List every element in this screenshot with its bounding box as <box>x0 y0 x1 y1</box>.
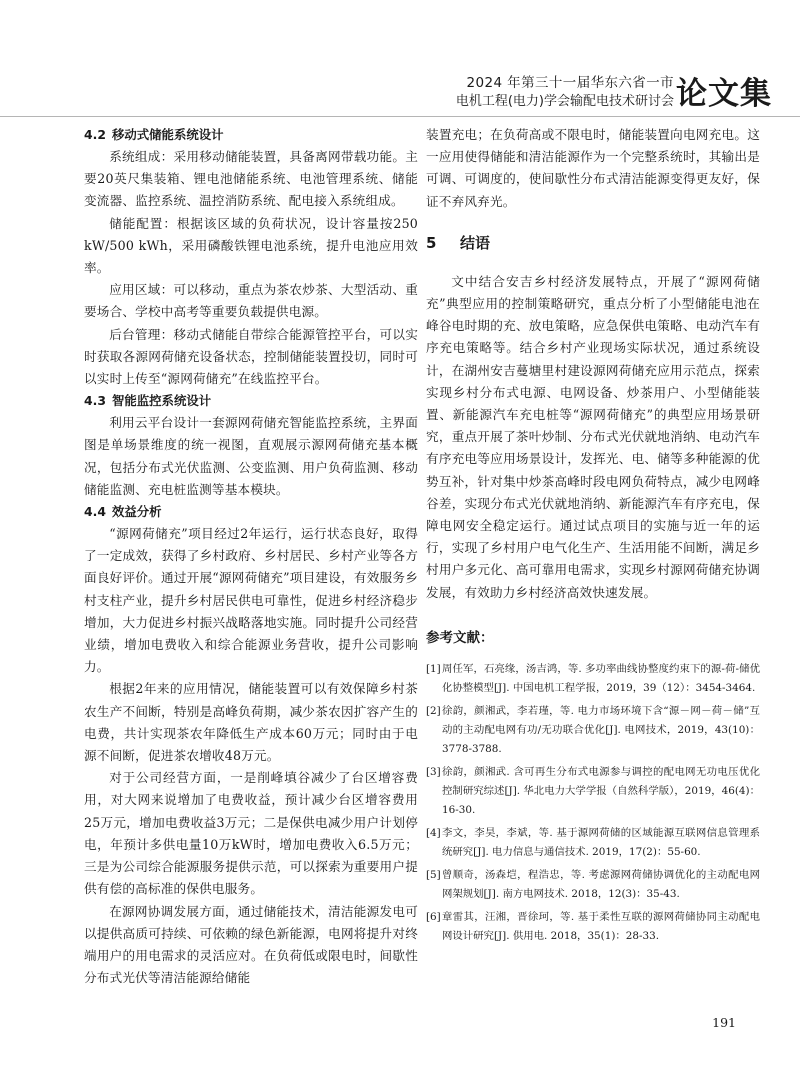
reference-number: [2] <box>426 704 441 717</box>
left-column <box>84 124 418 989</box>
paragraph: 系统组成：采用移动储能装置，具备离网带载功能。主要20英尺集装箱、锂电池储能系统、电池管理系统、储能变流器、监控系统、温控消防系统、配电接入系统组成。 <box>84 149 418 209</box>
paragraph: 利用云平台设计一套源网荷储充智能监控系统，主界面图是单场景维度的统一视图，直观展示源网荷储充基本概况，包括分布式光伏监测、公变监测、用户负荷监测、移动储能监测、充电桩监测等基本模块。 <box>84 415 418 497</box>
conference-name: 第三十一届华东六省一市 <box>521 75 674 91</box>
section-number: 4.3 <box>84 393 106 409</box>
reference-number: [1] <box>426 662 441 675</box>
paragraph: 在源网协调发展方面，通过储能技术，清洁能源发电可以提供高质可持续、可依赖的绿色新能源，电网将提升对终端用户的用电需求的灵活应对。在负荷低或限电时，间歇性分布式光伏等清洁能源给储能 <box>84 903 418 986</box>
page-header <box>0 0 800 118</box>
conference-line-1 <box>424 71 674 91</box>
reference-item <box>426 702 760 759</box>
reference-item <box>426 824 760 862</box>
section-title: 智能监控系统设计 <box>112 393 212 409</box>
conference-line-2: 电机工程(电力)学会输配电技术研讨会 <box>455 94 674 109</box>
paragraph: 后台管理：移动式储能自带综合能源管控平台，可以实时获取各源网荷储充设备状态，控制储能装置投切，同时可以实时上传至“源网荷储充”在线监控平台。 <box>84 326 418 387</box>
paragraph: 储能配置：根据该区域的负荷状况，设计容量按250 kW/500 kWh，采用磷酸铁锂电池系统，提升电池应用效率。 <box>84 215 418 276</box>
reference-item <box>426 866 760 904</box>
section-title: 移动式储能系统设计 <box>112 127 224 142</box>
reference-number: [4] <box>426 826 441 839</box>
right-column <box>426 124 760 950</box>
proceedings-title: 论文集 <box>676 76 772 112</box>
paragraph: 应用区域：可以移动，重点为茶农炒茶、大型活动、重要场合、学校中高考等重要负载提供电源。 <box>84 282 418 320</box>
section-heading <box>426 231 760 255</box>
paragraph: 对于公司经营方面，一是削峰填谷减少了台区增容费用，对大网来说增加了电费收益，预计减少台区增容费用25万元，增加电费收益3万元；二是保供电减少用户计划停电，年预计多供电量10万kW时，增加电费收入6.5万元；三是为公司综合能源服务提供示范，可以探索为重要用户提供有偿的高标准的保供电服务。 <box>84 770 418 897</box>
reference-text: 章雷其，汪湘，晋徐珂，等. 基于柔性互联的源网荷储协同主动配电网设计研究[J]. 供用电. 2018，35(1)：28-33. <box>442 910 760 942</box>
section-heading <box>84 124 418 146</box>
reference-number: [6] <box>426 910 441 923</box>
reference-item <box>426 660 760 698</box>
paragraph: 文中结合安吉乡村经济发展特点，开展了“源网荷储充”典型应用的控制策略研究，重点分析了小型储能电池在峰谷电时期的充、放电策略，应急保供电策略、电动汽车有序充电策略等。结合乡村产业现场实际状况，通过系统设计，在湖州安吉蔓塘里村建设源网荷储充应用示范点，探索实现乡村分布式电源、电网设备、炒茶用户、小型储能装置、新能源汽车充电桩等“源网荷储充”的典型应用场景研究，重点开展了茶叶炒制、分布式光伏就地消纳、电动汽车有序充电等应用场景设计，发挥光、电、储等多种能源的优势互补，针对集中炒茶高峰时段电网负荷特点，减少电网峰谷差，实现分布式光伏就地消纳、新能源汽车有序充电，保障电网安全稳定运行。通过试点项目的实施与近一年的运行，实现了乡村用户电气化生产、生活用能不间断，满足乡村用户多元化、高可靠用电需求，实现乡村源网荷储充协调发展，有效助力乡村经济高效快速发展。 <box>426 273 760 600</box>
section-heading <box>84 501 418 523</box>
section-number: 4.4 <box>84 504 106 520</box>
paragraph-continued: 装置充电；在负荷高或不限电时，储能装置向电网充电。这一应用使得储能和清洁能源作为一个完整系统时，其输出是可调、可调度的，使间歇性分布式清洁能源变得更友好，保证不弃风弃光。 <box>426 127 760 209</box>
reference-item <box>426 763 760 820</box>
header-divider <box>0 116 800 117</box>
reference-text: 周任军，石亮缘，汤吉鸿，等. 多功率曲线协整度约束下的源-荷-储优化协整模型[J]. 中国电机工程学报，2019，39（12）：3454-3464. <box>442 662 760 694</box>
reference-list <box>426 660 760 946</box>
reference-text: 曾顺奇，汤森垲，程浩忠，等. 考虑源网荷储协调优化的主动配电网网架规划[J]. 南方电网技术. 2018，12(3)：35-43. <box>442 868 760 900</box>
reference-text: 徐韵，颜湘武. 含可再生分布式电源参与调控的配电网无功电压优化控制研究综述[J]. 华北电力大学学报（自然科学版），2019，46(4)：16-30. <box>442 765 760 816</box>
paragraph: 根据2年来的应用情况，储能装置可以有效保障乡村茶农生产不间断，特别是高峰负荷期，减少茶农因扩容产生的电费，共计实现茶农年降低生产成本60万元；同时由于电源不间断，促进茶农增收48万元。 <box>84 681 418 764</box>
paragraph: “源网荷储充”项目经过2年运行，运行状态良好，取得了一定成效，获得了乡村政府、乡村居民、乡村产业等各方面良好评价。通过开展“源网荷储充”项目建设，有效服务乡村支柱产业，提升乡村居民供电可靠性，促进乡村经济稳步增加，大力促进乡村振兴战略落地实施。同时提升公司经营业绩，增加电费收入和综合能源业务营收，提升公司影响力。 <box>84 526 418 675</box>
reference-item <box>426 908 760 946</box>
conference-year: 2024 年 <box>466 75 522 91</box>
section-number: 5 <box>426 233 437 252</box>
reference-text: 李文，李昊，李斌，等. 基于源网荷储的区域能源互联网信息管理系统研究[J]. 电力信息与通信技术. 2019，17(2)：55-60. <box>442 826 760 858</box>
reference-number: [3] <box>426 765 441 778</box>
section-title: 效益分析 <box>112 504 162 520</box>
section-number: 4.2 <box>84 127 106 142</box>
section-title: 结语 <box>460 233 491 252</box>
references-heading: 参考文献： <box>426 629 494 646</box>
reference-number: [5] <box>426 868 441 881</box>
section-heading <box>84 390 418 412</box>
page-number: 191 <box>712 1015 736 1030</box>
reference-text: 徐韵，颜湘武，李若瑾，等. 电力市场环境下含“源－网－荷－储”互动的主动配电网有功/无功联合优化[J]. 电网技术，2019，43(10)：3778-3788. <box>442 704 760 755</box>
